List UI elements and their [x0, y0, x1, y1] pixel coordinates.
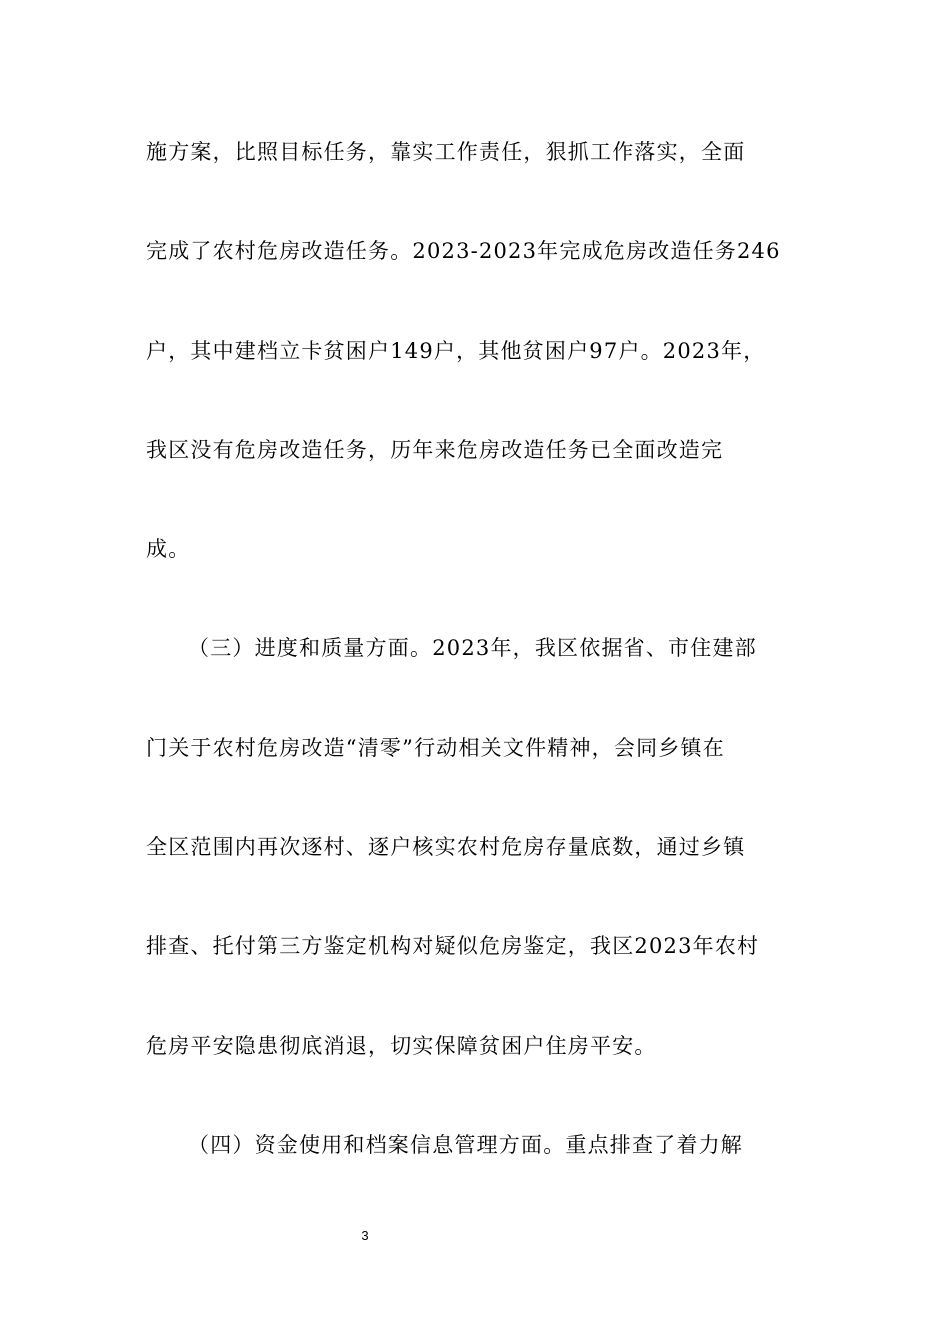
body-text-line: 户，其中建档立卡贫困户149户，其他贫困户97户。2023年，	[146, 339, 766, 363]
section-heading-line: （三）进度和质量方面。2023年，我区依据省、市住建部	[188, 636, 757, 660]
body-text-line: 我区没有危房改造任务，历年来危房改造任务已全面改造完	[146, 438, 724, 462]
body-text-line: 危房平安隐患彻底消退，切实保障贫困户住房平安。	[146, 1034, 657, 1058]
body-text-line: 排查、托付第三方鉴定机构对疑似危房鉴定，我区2023年农村	[146, 934, 760, 958]
section-heading-line: （四）资金使用和档案信息管理方面。重点排查了着力解	[188, 1133, 743, 1157]
body-text-line: 施方案，比照目标任务，靠实工作责任，狠抓工作落实，全面	[146, 140, 746, 164]
page-number: 3	[361, 1228, 369, 1243]
body-text-line: 成。	[146, 537, 191, 561]
body-text-line: 门关于农村危房改造“清零”行动相关文件精神，会同乡镇在	[146, 736, 725, 760]
body-text-line: 全区范围内再次逐村、逐户核实农村危房存量底数，通过乡镇	[146, 835, 746, 859]
body-text-line: 完成了农村危房改造任务。2023-2023年完成危房改造任务246	[146, 239, 781, 263]
